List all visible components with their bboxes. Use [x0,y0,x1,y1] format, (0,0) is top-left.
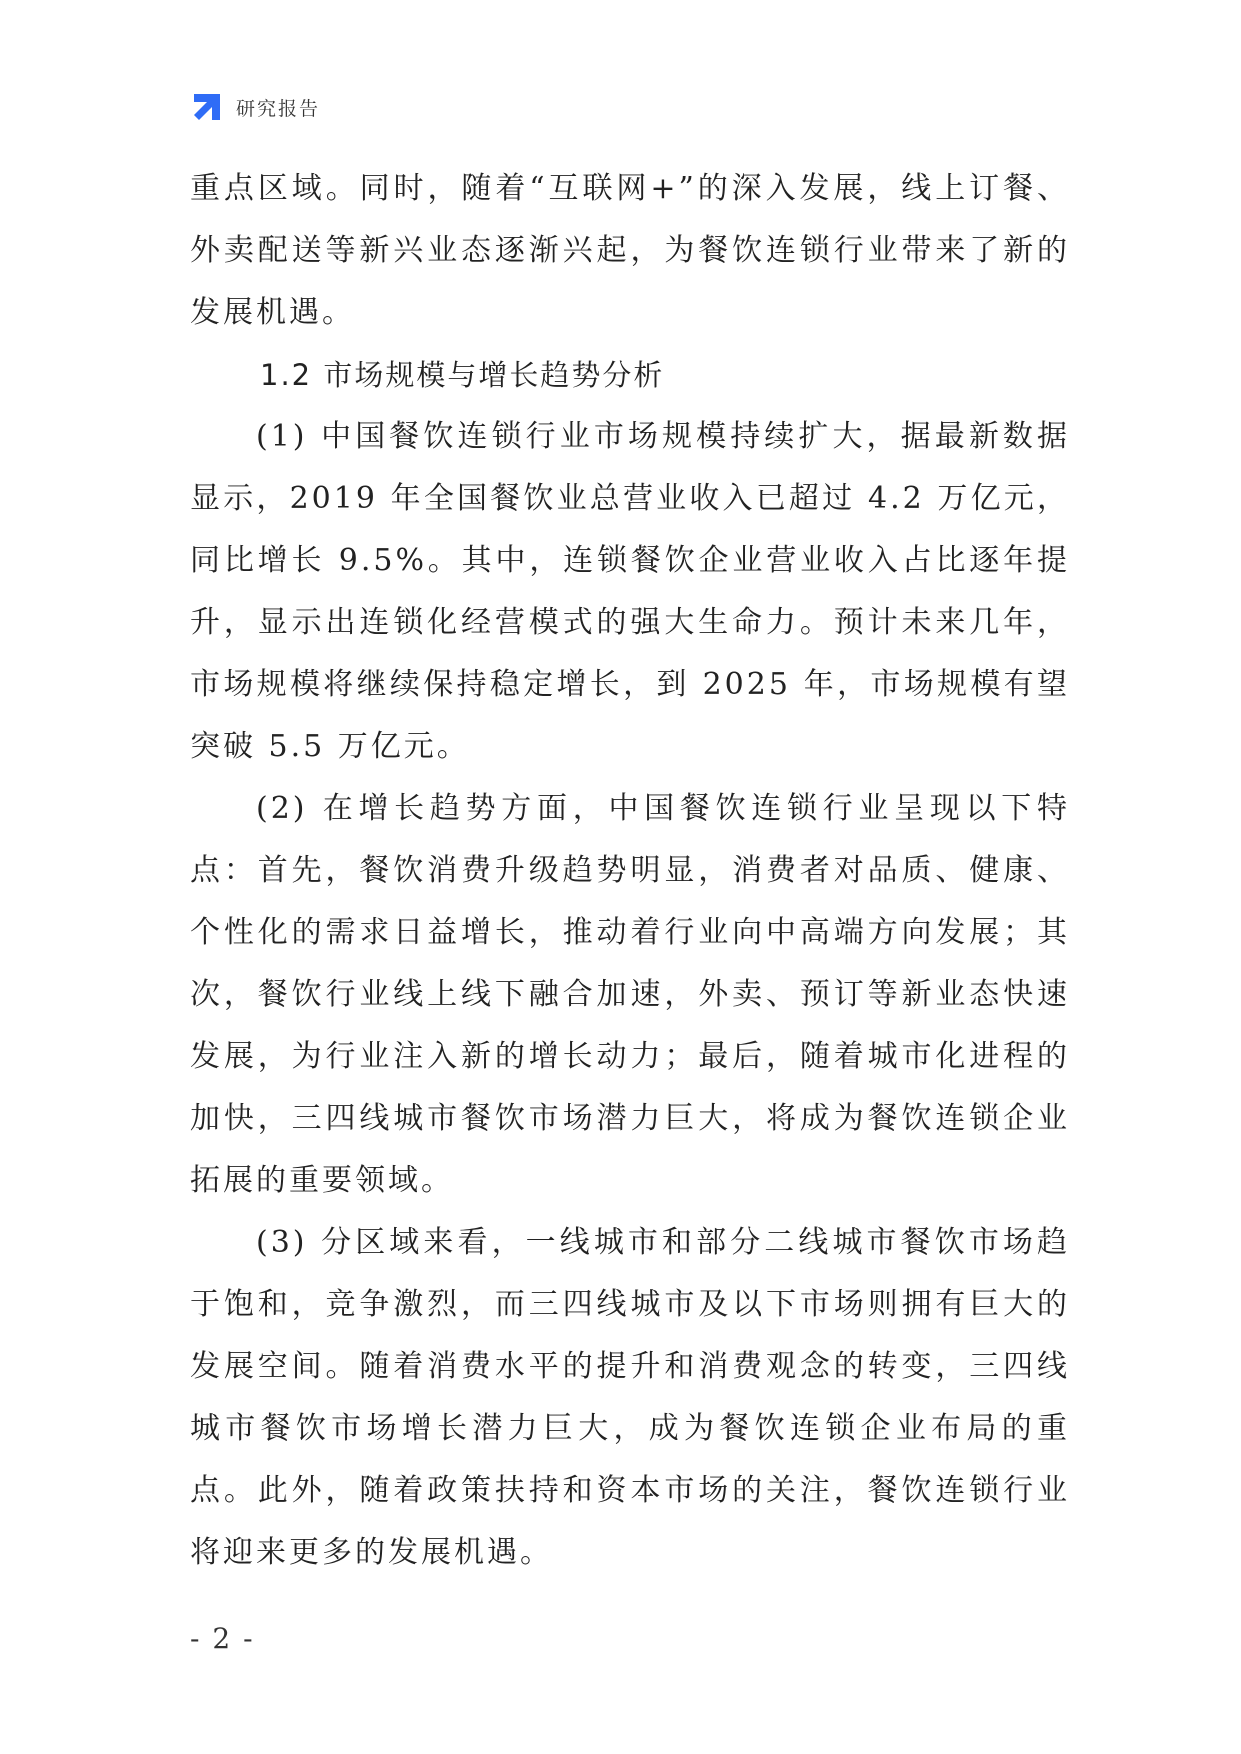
page-header [190,90,320,124]
paragraph-growth-trend: (2) 在增长趋势方面，中国餐饮连锁行业呈现以下特点：首先，餐饮消费升级趋势明显，消费者对品质、健康、个性化的需求日益增长，推动着行业向中高端方向发展；其次，餐饮行业线上线下融合加速，外卖、预订等新业态快速发展，为行业注入新的增长动力；最后，随着城市化进程的加快，三四线城市餐饮市场潜力巨大，将成为餐饮连锁企业拓展的重要领域。 [190,791,1070,1198]
paragraph-market-size: (1) 中国餐饮连锁行业市场规模持续扩大，据最新数据显示，2019 年全国餐饮业总营业收入已超过 4.2 万亿元，同比增长 9.5%。其中，连锁餐饮企业营业收入占比逐年提升，显示出连锁化经营模式的强大生命力。预计未来几年，市场规模将继续保持稳定增长，到 2025 年，市场规模有望突破 5.5 万亿元。 [190,419,1070,764]
document-body [190,158,1070,1584]
header-title: 研究报告 [236,97,321,120]
page-number: - 2 - [190,1622,255,1655]
paragraph-continued: 重点区域。同时，随着“互联网+”的深入发展，线上订餐、外卖配送等新兴业态逐渐兴起，为餐饮连锁行业带来了新的发展机遇。 [190,171,1070,330]
arrow-up-right-icon [190,90,224,124]
paragraph-regional: (3) 分区域来看，一线城市和部分二线城市餐饮市场趋于饱和，竞争激烈，而三四线城市及以下市场则拥有巨大的发展空间。随着消费水平的提升和消费观念的转变，三四线城市餐饮市场增长潜力巨大，成为餐饮连锁企业布局的重点。此外，随着政策扶持和资本市场的关注，餐饮连锁行业将迎来更多的发展机遇。 [190,1225,1070,1570]
section-heading: 1.2 市场规模与增长趋势分析 [260,358,665,392]
